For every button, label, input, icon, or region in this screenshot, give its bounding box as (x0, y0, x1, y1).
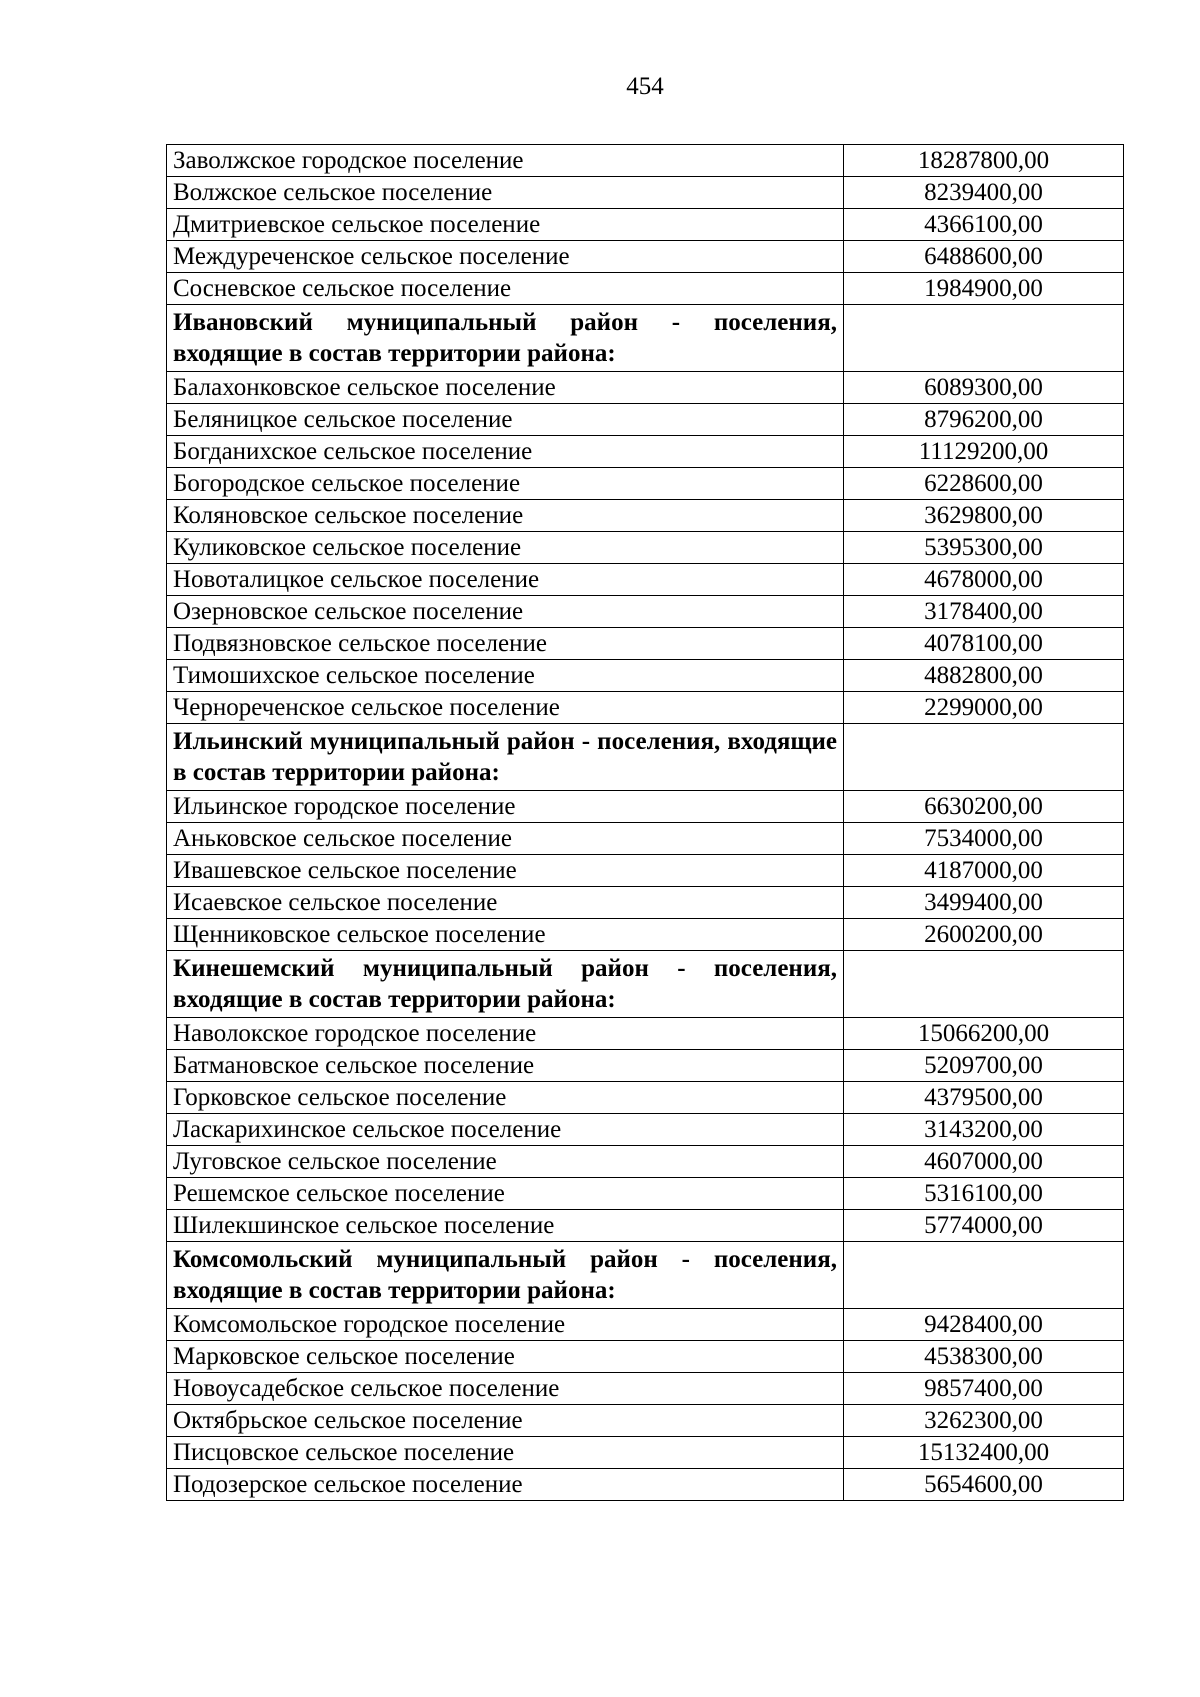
district-name-cell: Ивановский муниципальный район - поселения, входящие в состав территории района: (167, 305, 844, 372)
amount-cell: 3262300,00 (844, 1405, 1124, 1437)
settlement-row (167, 145, 1124, 177)
amount-cell: 4607000,00 (844, 1146, 1124, 1178)
settlement-row (167, 372, 1124, 404)
settlement-row (167, 177, 1124, 209)
settlement-row (167, 273, 1124, 305)
settlement-row (167, 1405, 1124, 1437)
amount-cell: 3499400,00 (844, 887, 1124, 919)
settlement-row (167, 1082, 1124, 1114)
district-header-row (167, 1242, 1124, 1309)
settlement-name-cell: Озерновское сельское поселение (167, 596, 844, 628)
settlement-name-cell: Ивашевское сельское поселение (167, 855, 844, 887)
amount-cell: 4078100,00 (844, 628, 1124, 660)
settlement-row (167, 628, 1124, 660)
settlement-name-cell: Междуреченское сельское поселение (167, 241, 844, 273)
amount-cell: 4187000,00 (844, 855, 1124, 887)
settlement-name-cell: Ильинское городское поселение (167, 791, 844, 823)
amount-cell: 9428400,00 (844, 1309, 1124, 1341)
settlement-row (167, 660, 1124, 692)
settlement-name-cell: Сосневское сельское поселение (167, 273, 844, 305)
amount-cell: 5654600,00 (844, 1469, 1124, 1501)
settlement-name-cell: Аньковское сельское поселение (167, 823, 844, 855)
settlement-name-cell: Куликовское сельское поселение (167, 532, 844, 564)
settlement-name-cell: Коляновское сельское поселение (167, 500, 844, 532)
amount-cell: 4379500,00 (844, 1082, 1124, 1114)
settlement-name-cell: Марковское сельское поселение (167, 1341, 844, 1373)
settlement-row (167, 855, 1124, 887)
district-name-cell: Кинешемский муниципальный район - поселения, входящие в состав территории района: (167, 951, 844, 1018)
settlement-row (167, 791, 1124, 823)
amount-cell: 4366100,00 (844, 209, 1124, 241)
amount-cell: 4678000,00 (844, 564, 1124, 596)
district-header-row (167, 305, 1124, 372)
settlement-name-cell: Писцовское сельское поселение (167, 1437, 844, 1469)
settlement-name-cell: Заволжское городское поселение (167, 145, 844, 177)
settlement-name-cell: Ласкарихинское сельское поселение (167, 1114, 844, 1146)
amount-cell: 3143200,00 (844, 1114, 1124, 1146)
district-header-row (167, 724, 1124, 791)
settlement-name-cell: Шилекшинское сельское поселение (167, 1210, 844, 1242)
amount-cell (844, 1242, 1124, 1309)
amount-cell: 15066200,00 (844, 1018, 1124, 1050)
amount-cell (844, 951, 1124, 1018)
settlement-row (167, 404, 1124, 436)
settlement-row (167, 1341, 1124, 1373)
amount-cell: 2600200,00 (844, 919, 1124, 951)
settlement-row (167, 436, 1124, 468)
amount-cell: 3178400,00 (844, 596, 1124, 628)
settlement-name-cell: Балахонковское сельское поселение (167, 372, 844, 404)
settlement-name-cell: Октябрьское сельское поселение (167, 1405, 844, 1437)
amount-cell: 1984900,00 (844, 273, 1124, 305)
settlement-row (167, 692, 1124, 724)
amount-cell: 6089300,00 (844, 372, 1124, 404)
settlement-row (167, 1210, 1124, 1242)
settlement-name-cell: Богданихское сельское поселение (167, 436, 844, 468)
page-number: 454 (626, 73, 664, 100)
settlement-row (167, 241, 1124, 273)
amount-cell: 5395300,00 (844, 532, 1124, 564)
amount-cell (844, 305, 1124, 372)
amount-cell: 8239400,00 (844, 177, 1124, 209)
settlements-budget-table (166, 144, 1124, 1501)
settlement-name-cell: Подвязновское сельское поселение (167, 628, 844, 660)
settlement-name-cell: Волжское сельское поселение (167, 177, 844, 209)
settlement-row (167, 500, 1124, 532)
settlement-row (167, 1178, 1124, 1210)
amount-cell: 8796200,00 (844, 404, 1124, 436)
amount-cell: 5316100,00 (844, 1178, 1124, 1210)
district-name-cell: Комсомольский муниципальный район - поселения, входящие в состав территории района: (167, 1242, 844, 1309)
amount-cell: 5774000,00 (844, 1210, 1124, 1242)
settlement-row (167, 1146, 1124, 1178)
district-name-cell: Ильинский муниципальный район - поселения, входящие в состав территории района: (167, 724, 844, 791)
settlement-row (167, 1018, 1124, 1050)
settlement-row (167, 823, 1124, 855)
settlement-row (167, 564, 1124, 596)
amount-cell: 11129200,00 (844, 436, 1124, 468)
settlement-row (167, 1114, 1124, 1146)
settlement-row (167, 919, 1124, 951)
amount-cell: 4538300,00 (844, 1341, 1124, 1373)
settlement-row (167, 1309, 1124, 1341)
settlement-name-cell: Щенниковское сельское поселение (167, 919, 844, 951)
amount-cell: 6228600,00 (844, 468, 1124, 500)
settlement-row (167, 1050, 1124, 1082)
settlement-row (167, 209, 1124, 241)
settlement-row (167, 887, 1124, 919)
amount-cell: 5209700,00 (844, 1050, 1124, 1082)
settlement-name-cell: Богородское сельское поселение (167, 468, 844, 500)
district-header-row (167, 951, 1124, 1018)
settlement-name-cell: Решемское сельское поселение (167, 1178, 844, 1210)
table-body (167, 145, 1124, 1501)
settlement-name-cell: Горковское сельское поселение (167, 1082, 844, 1114)
amount-cell: 7534000,00 (844, 823, 1124, 855)
amount-cell: 6630200,00 (844, 791, 1124, 823)
settlement-row (167, 532, 1124, 564)
settlement-row (167, 1437, 1124, 1469)
settlement-name-cell: Комсомольское городское поселение (167, 1309, 844, 1341)
settlement-name-cell: Исаевское сельское поселение (167, 887, 844, 919)
settlement-name-cell: Чернореченское сельское поселение (167, 692, 844, 724)
settlement-row (167, 1469, 1124, 1501)
amount-cell: 9857400,00 (844, 1373, 1124, 1405)
settlement-name-cell: Наволокское городское поселение (167, 1018, 844, 1050)
settlement-row (167, 468, 1124, 500)
amount-cell (844, 724, 1124, 791)
settlement-name-cell: Дмитриевское сельское поселение (167, 209, 844, 241)
settlement-row (167, 596, 1124, 628)
settlement-name-cell: Тимошихское сельское поселение (167, 660, 844, 692)
settlement-name-cell: Беляницкое сельское поселение (167, 404, 844, 436)
settlement-row (167, 1373, 1124, 1405)
settlement-name-cell: Новоусадебское сельское поселение (167, 1373, 844, 1405)
amount-cell: 15132400,00 (844, 1437, 1124, 1469)
settlement-name-cell: Новоталицкое сельское поселение (167, 564, 844, 596)
amount-cell: 6488600,00 (844, 241, 1124, 273)
settlement-name-cell: Луговское сельское поселение (167, 1146, 844, 1178)
amount-cell: 4882800,00 (844, 660, 1124, 692)
amount-cell: 18287800,00 (844, 145, 1124, 177)
amount-cell: 3629800,00 (844, 500, 1124, 532)
amount-cell: 2299000,00 (844, 692, 1124, 724)
settlement-name-cell: Подозерское сельское поселение (167, 1469, 844, 1501)
settlement-name-cell: Батмановское сельское поселение (167, 1050, 844, 1082)
